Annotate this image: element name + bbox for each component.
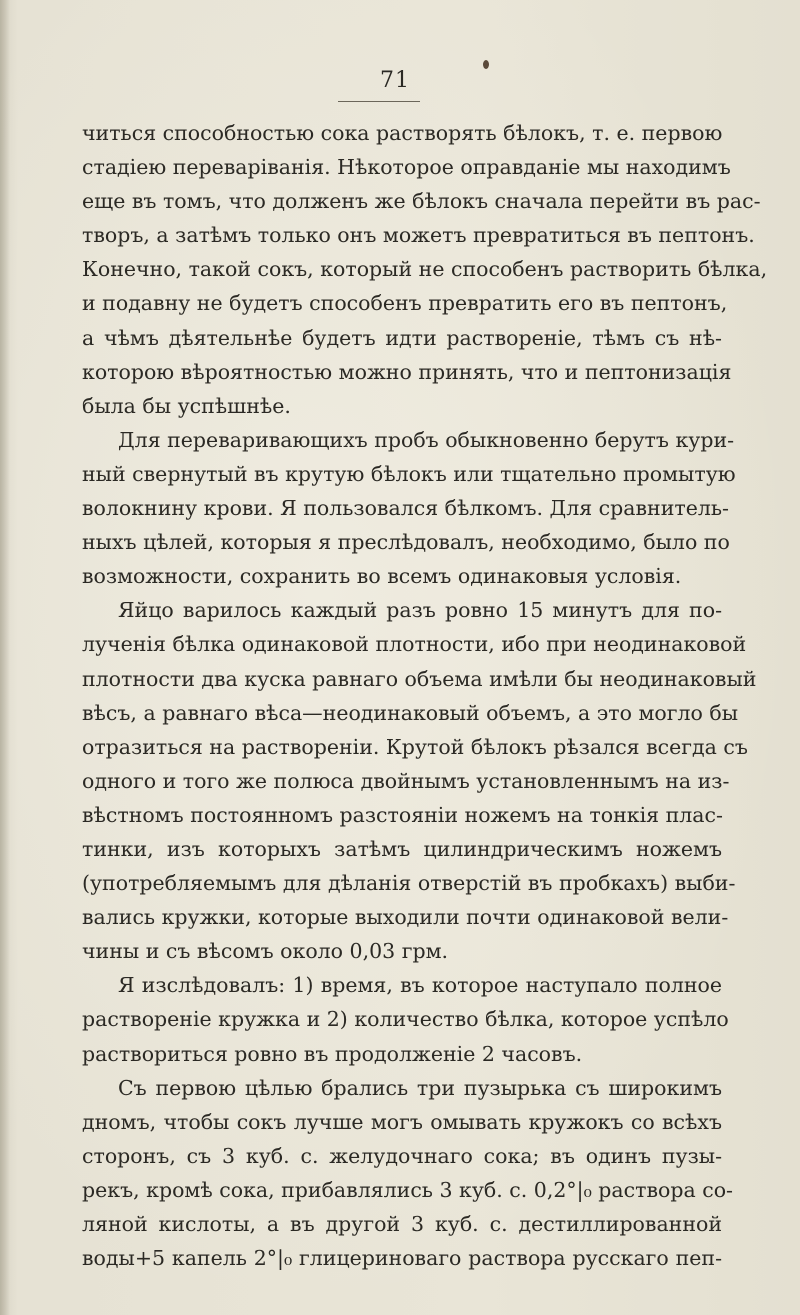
text-line: и подавну не будетъ способенъ превратить его въ пептонъ, xyxy=(82,291,728,316)
text-line: сторонъ, съ 3 куб. с. желудочнаго сока; въ одинъ пузы- xyxy=(82,1143,722,1168)
text-line: плотности два куска равнаго объема имѣли бы неодинаковый xyxy=(82,666,757,691)
text-line: дномъ, чтобы сокъ лучше могъ омывать кружокъ со всѣхъ xyxy=(82,1109,722,1134)
text-line: Конечно, такой сокъ, который не способенъ растворить бѣлка, xyxy=(82,257,768,282)
page-number: 71 xyxy=(380,68,410,93)
text-line: отразиться на раствореніи. Крутой бѣлокъ рѣзался всегда съ xyxy=(82,734,748,759)
text-line: а чѣмъ дѣятельнѣе будетъ идти раствореніе, тѣмъ съ нѣ- xyxy=(82,325,722,350)
ink-spot xyxy=(483,60,489,69)
text-line: (употребляемымъ для дѣланія отверстій въ пробкахъ) выби- xyxy=(82,871,736,896)
text-line: ный свернутый въ крутую бѣлокъ или тщательно промытую xyxy=(82,461,736,486)
text-line: Яйцо варилось каждый разъ ровно 15 минутъ для по- xyxy=(118,598,722,623)
text-line: еще въ томъ, что долженъ же бѣлокъ сначала перейти въ рас- xyxy=(82,189,761,214)
text-line: раствореніе кружка и 2) количество бѣлка, которое успѣло xyxy=(82,1007,729,1032)
page-binding-edge xyxy=(0,0,10,1315)
text-line: волокнину крови. Я пользовался бѣлкомъ. Для сравнитель- xyxy=(82,496,729,521)
text-line: ляной кислоты, а въ другой 3 куб. с. дестиллированной xyxy=(82,1212,722,1236)
text-line: была бы успѣшнѣе. xyxy=(82,393,291,418)
text-line: которою вѣроятностью можно принять, что и пептонизація xyxy=(82,359,732,384)
text-line: возможности, сохранить во всемъ одинаковыя условія. xyxy=(82,564,682,589)
text-line: ныхъ цѣлей, которыя я преслѣдовалъ, необходимо, было по xyxy=(82,530,730,555)
text-line: творъ, а затѣмъ только онъ можетъ превратиться въ пептонъ. xyxy=(82,223,755,248)
text-line: Для переваривающихъ пробъ обыкновенно берутъ кури- xyxy=(118,427,735,452)
text-line: воды+5 капель 2°|₀ глицериноваго раствора русскаго пеп- xyxy=(82,1246,722,1271)
text-line: рекъ, кромѣ сока, прибавлялись 3 куб. с. 0,2°|₀ раствора со- xyxy=(82,1177,733,1202)
text-line: вѣсъ, а равнаго вѣса—неодинаковый объемъ, а это могло бы xyxy=(82,700,739,725)
text-line: читься способностью сока растворять бѣлокъ, т. е. первою xyxy=(82,121,723,145)
text-line: Я изслѣдовалъ: 1) время, въ которое наступало полное xyxy=(118,973,722,998)
text-line: вались кружки, которые выходили почти одинаковой вели- xyxy=(82,905,729,930)
text-line: раствориться ровно въ продолженіе 2 часовъ. xyxy=(82,1041,583,1066)
body-text xyxy=(82,116,768,1275)
page-number-rule xyxy=(338,101,420,102)
text-line: Съ первою цѣлью брались три пузырька съ широкимъ xyxy=(118,1075,722,1100)
text-line: одного и того же полюса двойнымъ установленнымъ на из- xyxy=(82,768,730,793)
text-line: тинки, изъ которыхъ затѣмъ цилиндрическимъ ножемъ xyxy=(82,836,722,861)
text-line: чины и съ вѣсомъ около 0,03 грм. xyxy=(82,939,449,964)
text-line: стадіею переваріванія. Нѣкоторое оправданіе мы находимъ xyxy=(82,155,731,180)
text-line: лученія бѣлка одинаковой плотности, ибо при неодинаковой xyxy=(82,632,747,657)
text-line: вѣстномъ постоянномъ разстояніи ножемъ на тонкія плас- xyxy=(82,802,723,827)
